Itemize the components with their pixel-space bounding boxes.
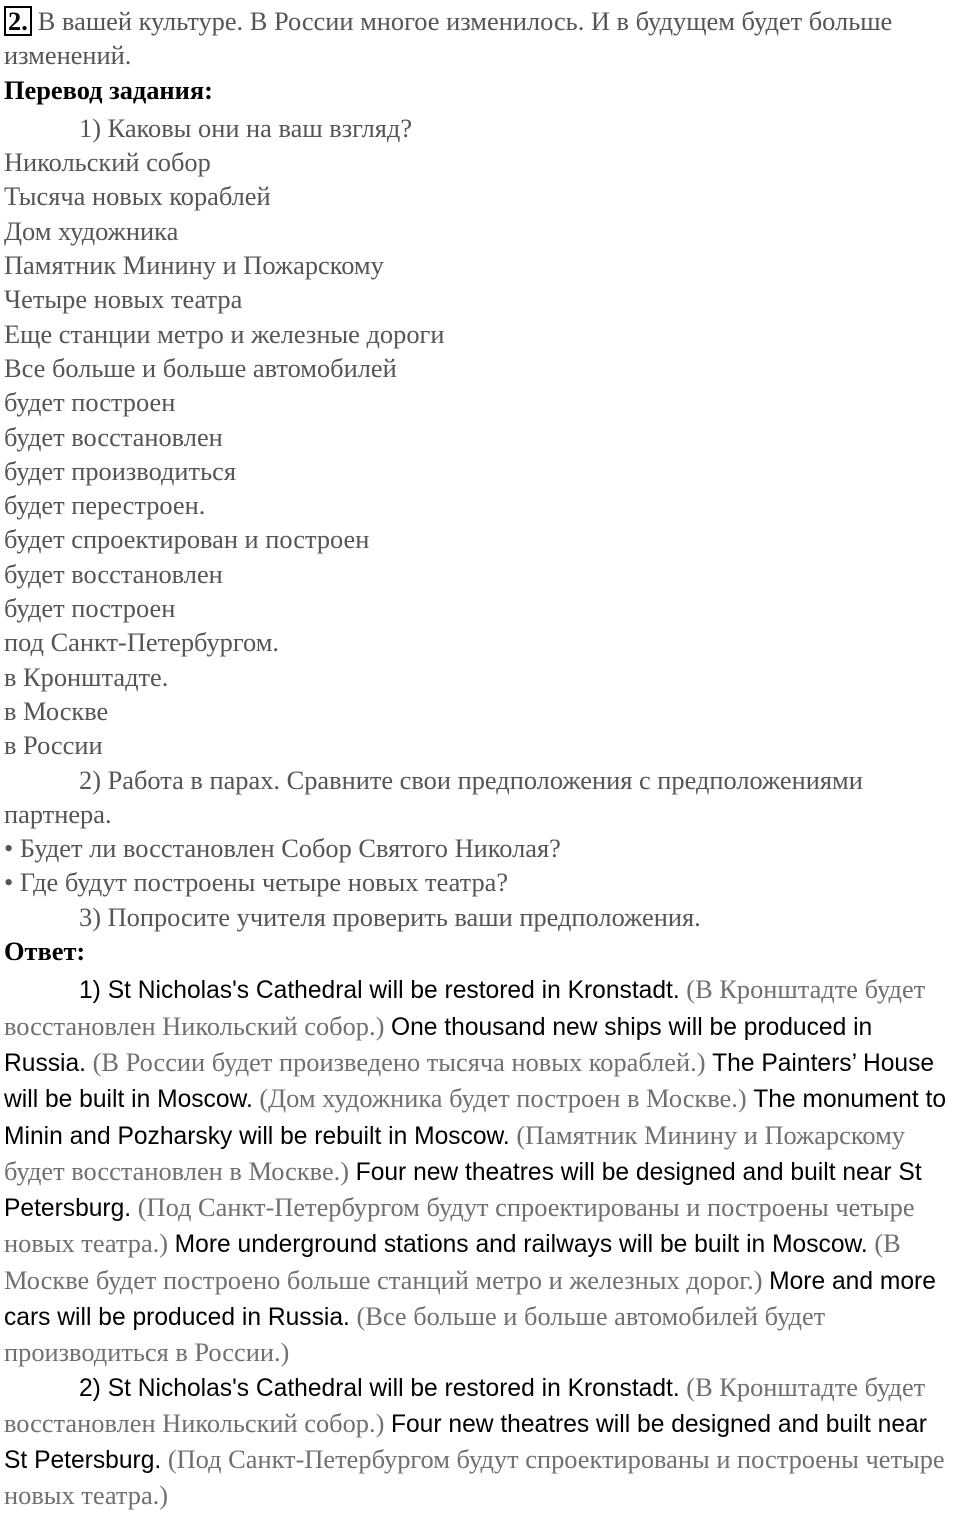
translation-line: будет спроектирован и построен <box>4 524 370 555</box>
translation-line: будет восстановлен <box>4 558 223 589</box>
translation-line: Четыре новых театра <box>4 284 243 315</box>
task-statement <box>4 4 952 73</box>
answer-english-sentence: One thousand new ships will be produced in Russia. <box>4 1013 873 1077</box>
translation-heading: Перевод задания: <box>4 74 213 105</box>
translation-line: Еще станции метро и железные дороги <box>4 318 445 349</box>
translation-question-1: 1) Каковы они на ваш взгляд? <box>79 112 413 143</box>
translation-line: будет восстановлен <box>4 421 223 452</box>
answer-english-sentence: The monument to Minin and Pozharsky will be rebuilt in Moscow. <box>4 1086 947 1150</box>
answer-russian-translation: (В Кронштадте будет восстановлен Никольский собор.) <box>4 974 926 1041</box>
answer-russian-translation: (Под Санкт-Петербургом будут спроектированы и построены четыре новых театра.) <box>4 1444 945 1511</box>
answer-english-sentence: 2) St Nicholas's Cathedral will be restored in Kronstadt. <box>79 1374 680 1402</box>
translation-line: Никольский собор <box>4 147 211 178</box>
answer-russian-translation: (В России будет произведено тысяча новых кораблей.) <box>92 1046 706 1077</box>
answer-part-2 <box>4 1370 952 1513</box>
translation-line: будет перестроен. <box>4 490 206 521</box>
translation-line: Тысяча новых кораблей <box>4 181 271 212</box>
translation-bullet: • Где будут построены четыре новых театра? <box>4 867 509 898</box>
translation-line: в Москве <box>4 695 109 726</box>
answer-russian-translation: (Все больше и больше автомобилей будет производиться в России.) <box>4 1300 826 1368</box>
translation-line: под Санкт-Петербургом. <box>4 627 280 658</box>
translation-line: будет построен <box>4 593 176 624</box>
answer-russian-translation: (Дом художника будет построен в Москве.) <box>259 1083 747 1114</box>
answer-russian-translation: (Под Санкт-Петербургом будут спроектированы и построены четыре новых театра.) <box>4 1192 915 1259</box>
answer-russian-translation: (Памятник Минину и Пожарскому будет восстановлен в Москве.) <box>4 1119 905 1186</box>
task-number: 2. <box>4 6 32 36</box>
answer-english-sentence: More and more cars will be produced in Russia. <box>4 1267 936 1331</box>
answer-russian-translation: (В Москве будет построено больше станций метро и железных дорог.) <box>4 1228 901 1295</box>
answer-english-sentence: The Painters’ House will be built in Moscow. <box>4 1049 935 1114</box>
translation-line: в России <box>4 730 103 761</box>
task-text: В вашей культуре. В России многое изменилось. И в будущем будет больше изменений. <box>4 6 893 71</box>
translation-line: в Кронштадте. <box>4 661 169 692</box>
translation-question-3: 3) Попросите учителя проверить ваши предположения. <box>79 901 701 932</box>
translation-line: будет построен <box>4 387 176 418</box>
translation-line: Дом художника <box>4 215 179 246</box>
translation-line: Все больше и больше автомобилей <box>4 352 397 383</box>
answer-heading: Ответ: <box>4 936 86 967</box>
translation-line: Памятник Минину и Пожарскому <box>4 250 384 281</box>
answer-russian-translation: (В Кронштадте будет восстановлен Никольский собор.) <box>4 1371 926 1438</box>
answer-english-sentence: Four new theatres will be designed and built near St Petersburg. <box>4 1410 927 1475</box>
translation-bullet: • Будет ли восстановлен Собор Святого Николая? <box>4 833 561 864</box>
answer-english-sentence: Four new theatres will be designed and built near St Petersburg. <box>4 1158 922 1223</box>
answer-english-sentence: More underground stations and railways will be built in Moscow. <box>174 1231 868 1259</box>
answer-english-sentence: 1) St Nicholas's Cathedral will be restored in Kronstadt. <box>79 977 680 1005</box>
translation-line: будет производиться <box>4 455 236 486</box>
answer-part-1 <box>4 972 952 1369</box>
translation-question-2: 2) Работа в парах. Сравните свои предположения с предположениями партнера. <box>4 764 863 829</box>
